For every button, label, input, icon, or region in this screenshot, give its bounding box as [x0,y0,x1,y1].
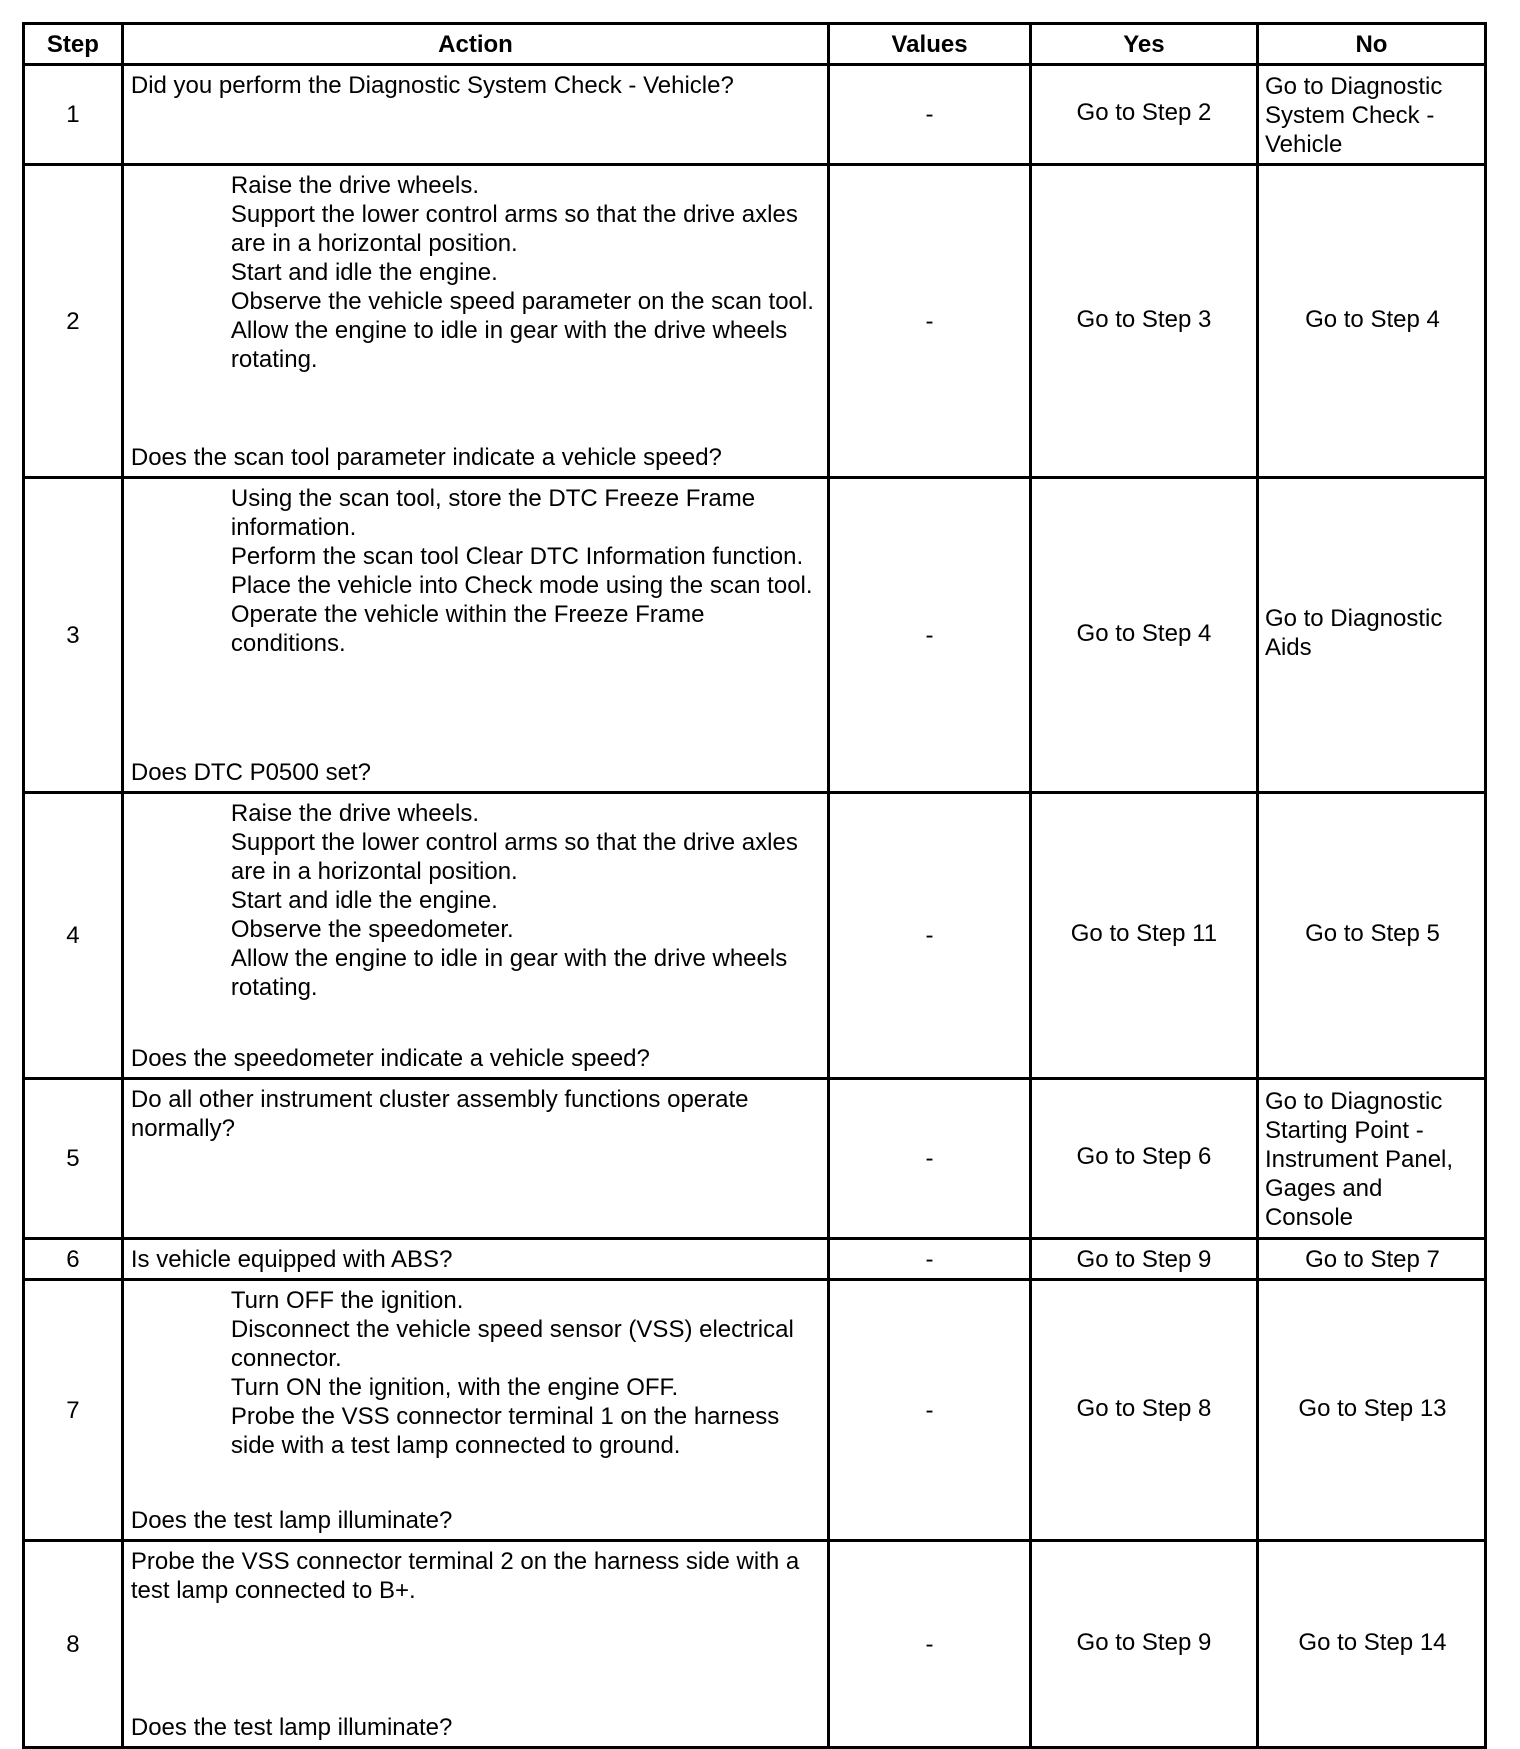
yes-cell: Go to Step 8 [1030,1280,1257,1541]
action-item: Raise the drive wheels. [230,172,479,199]
action-cell [122,478,828,793]
no-line: Go to Step 5 [1305,920,1440,947]
action-item: Allow the engine to idle in gear with the drive wheels rotating. [230,945,788,1001]
action-intro: Probe the VSS connector terminal 2 on the harness side with a test lamp connected to B+. [130,1548,800,1604]
action-items [131,484,823,658]
table-row [24,1280,1486,1541]
step-number: 3 [24,478,123,793]
action-item: Place the vehicle into Check mode using the scan tool. [230,572,813,599]
action-content [131,799,823,1073]
no-cell [1257,1280,1485,1541]
no-line: Aids [1264,634,1312,661]
action-intro: Do all other instrument cluster assembly functions operate normally? [130,1086,749,1142]
no-line: System Check - [1264,101,1435,129]
action-question: Does the test lamp illuminate? [130,1507,453,1534]
values-cell: - [829,1541,1031,1748]
action-item: Using the scan tool, store the DTC Freeze Frame information. [230,485,756,541]
action-item: Operate the vehicle within the Freeze Frame conditions. [230,601,705,657]
diagnostic-table [22,22,1487,1749]
action-intro: Is vehicle equipped with ABS? [130,1246,453,1273]
action-item: Allow the engine to idle in gear with the drive wheels rotating. [230,317,788,373]
no-cell [1257,1079,1485,1239]
action-cell [122,1239,828,1280]
action-cell [122,1280,828,1541]
action-cell [122,65,828,165]
no-line: Go to Step 14 [1298,1628,1447,1656]
table-row [24,165,1486,478]
no-line: Go to Step 13 [1298,1394,1447,1422]
action-item: Start and idle the engine. [230,259,498,286]
table-row [24,1079,1486,1239]
step-number: 4 [24,793,123,1079]
header-row [24,24,1486,65]
action-items [131,799,823,1002]
yes-cell: Go to Step 6 [1030,1079,1257,1239]
action-content [131,484,823,787]
no-line: Vehicle [1264,130,1343,158]
action-content [131,1547,823,1742]
values-cell: - [829,793,1031,1079]
step-number: 2 [24,165,123,478]
no-cell [1257,65,1485,165]
action-question: Does the test lamp illuminate? [130,1714,453,1741]
yes-cell: Go to Step 9 [1030,1541,1257,1748]
action-item: Observe the vehicle speed parameter on the scan tool. [230,288,814,315]
action-content [131,71,823,159]
no-line: Instrument Panel, [1264,1145,1454,1173]
no-line: Console [1264,1203,1353,1231]
header-no: No [1257,24,1485,65]
action-items [131,1286,823,1460]
no-line: Go to Diagnostic [1264,1087,1443,1115]
no-cell [1257,793,1485,1079]
table-row [24,1541,1486,1748]
action-content [131,1245,823,1274]
yes-cell: Go to Step 2 [1030,65,1257,165]
step-number: 7 [24,1280,123,1541]
action-question: Does DTC P0500 set? [130,759,371,786]
no-cell [1257,1239,1485,1280]
action-question: Does the scan tool parameter indicate a vehicle speed? [130,444,722,471]
table-row [24,1239,1486,1280]
action-question: Does the speedometer indicate a vehicle speed? [130,1045,650,1072]
header-step: Step [24,24,123,65]
step-number: 8 [24,1541,123,1748]
action-item: Support the lower control arms so that the drive axles are in a horizontal position. [230,829,798,885]
no-cell [1257,478,1485,793]
no-line: Starting Point - [1264,1116,1424,1144]
no-cell [1257,1541,1485,1748]
header-values: Values [829,24,1031,65]
no-cell [1257,165,1485,478]
yes-cell: Go to Step 9 [1030,1239,1257,1280]
action-content [131,1085,823,1233]
values-cell: - [829,1280,1031,1541]
values-cell: - [829,165,1031,478]
action-cell [122,793,828,1079]
action-item: Disconnect the vehicle speed sensor (VSS) electrical connector. [230,1316,794,1372]
header-action: Action [122,24,828,65]
no-line: Go to Step 7 [1305,1245,1440,1273]
action-item: Raise the drive wheels. [230,800,479,827]
action-item: Observe the speedometer. [230,916,514,943]
action-cell [122,1541,828,1748]
yes-cell: Go to Step 4 [1030,478,1257,793]
action-item: Turn OFF the ignition. [230,1287,464,1314]
no-line: Gages and [1264,1174,1383,1202]
no-line: Go to Diagnostic [1264,72,1443,100]
step-number: 6 [24,1239,123,1280]
values-cell: - [829,478,1031,793]
action-intro: Did you perform the Diagnostic System Check - Vehicle? [130,72,734,99]
yes-cell: Go to Step 3 [1030,165,1257,478]
action-cell [122,1079,828,1239]
table-row [24,478,1486,793]
no-line: Go to Step 4 [1305,305,1440,333]
action-item: Turn ON the ignition, with the engine OFF. [230,1374,679,1401]
values-cell: - [829,1079,1031,1239]
action-content [131,171,823,472]
header-yes: Yes [1030,24,1257,65]
values-cell: - [829,1239,1031,1280]
yes-cell: Go to Step 11 [1030,793,1257,1079]
values-cell: - [829,65,1031,165]
step-number: 1 [24,65,123,165]
action-cell [122,165,828,478]
action-item: Perform the scan tool Clear DTC Information function. [230,543,804,570]
action-items [131,171,823,374]
step-number: 5 [24,1079,123,1239]
no-line: Go to Diagnostic [1264,605,1443,632]
action-item: Start and idle the engine. [230,887,498,914]
action-item: Probe the VSS connector terminal 1 on the harness side with a test lamp connected to ground. [230,1403,780,1459]
action-content [131,1286,823,1535]
action-item: Support the lower control arms so that the drive axles are in a horizontal position. [230,201,798,257]
table-row [24,793,1486,1079]
table-row [24,65,1486,165]
